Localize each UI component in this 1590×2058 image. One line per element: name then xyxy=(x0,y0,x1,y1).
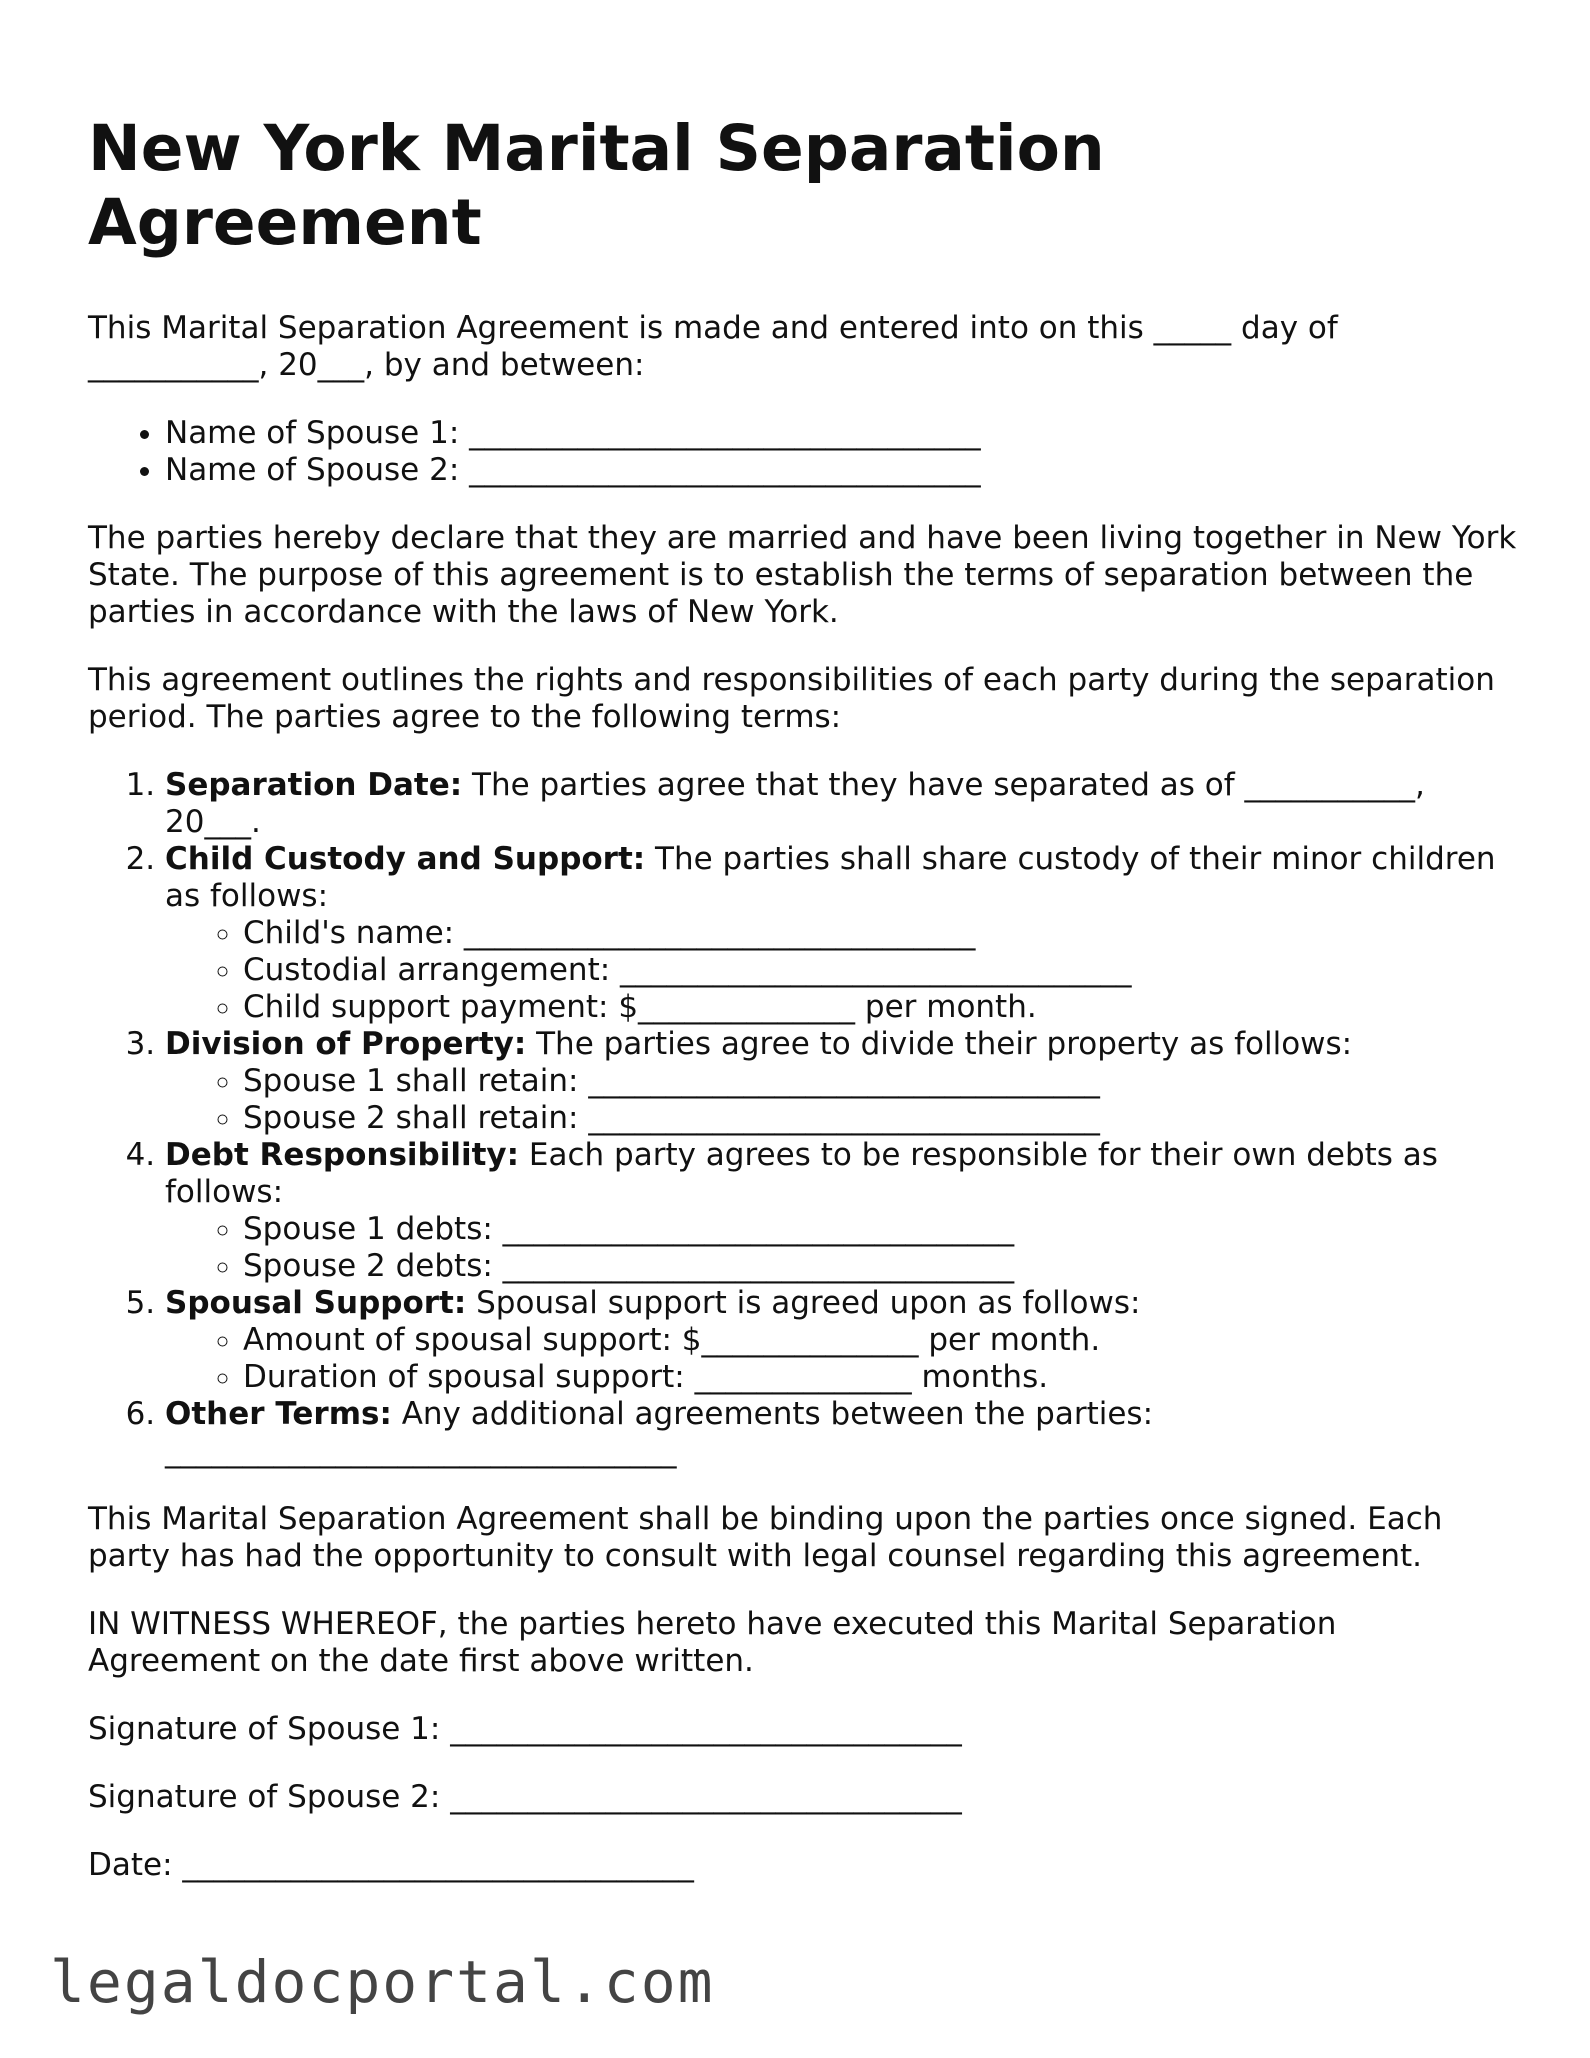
child-custody-sublist xyxy=(165,915,1518,1026)
binding-paragraph: This Marital Separation Agreement shall be binding upon the parties once signed. Each party has had the opportunity to consult with legal counsel regarding this agreement. xyxy=(88,1501,1443,1574)
custodial-arrangement-line: ◦ Custodial arrangement: _________________________________ xyxy=(243,952,1518,989)
declaration-paragraph: The parties hereby declare that they are married and have been living together in New York State. The purpose of this agreement is to establish the terms of separation between the parties in accordance with the laws of New York. xyxy=(88,520,1517,630)
term-heading: Other Terms: xyxy=(165,1396,392,1432)
child-support-payment-line: ◦ Child support payment: $______________ per month. xyxy=(243,989,1518,1026)
property-sublist xyxy=(165,1063,1518,1137)
terms-intro-paragraph: This agreement outlines the rights and responsibilities of each party during the separation period. The parties agree to the following terms: xyxy=(88,662,1495,735)
spousal-support-duration-line: ◦ Duration of spousal support: ______________ months. xyxy=(243,1359,1518,1396)
term-heading: Spousal Support: xyxy=(165,1285,467,1321)
signature-spouse-1-line: Signature of Spouse 1: _________________________________ xyxy=(88,1711,962,1747)
date-line: Date: _________________________________ xyxy=(88,1847,694,1883)
spouse-1-name-line: • Name of Spouse 1: _________________________________ xyxy=(165,415,1518,452)
document-title: New York Marital Separation Agreement xyxy=(88,112,1105,259)
term-heading: Child Custody and Support: xyxy=(165,841,646,877)
term-separation-date xyxy=(165,767,1518,841)
spouse-1-retain-line: ◦ Spouse 1 shall retain: _________________________________ xyxy=(243,1063,1518,1100)
debt-sublist xyxy=(165,1211,1518,1285)
spouse-2-name-line: • Name of Spouse 2: _________________________________ xyxy=(165,452,1518,489)
term-child-custody xyxy=(165,841,1518,1026)
term-text: The parties agree to divide their property as follows: xyxy=(526,1026,1353,1062)
term-heading: Debt Responsibility: xyxy=(165,1137,520,1173)
spouse-list xyxy=(88,415,1518,489)
spousal-support-amount-line: ◦ Amount of spousal support: $______________ per month. xyxy=(243,1322,1518,1359)
intro-paragraph: This Marital Separation Agreement is made and entered into on this _____ day of ___________, 20___, by and between: xyxy=(88,310,1338,383)
witness-paragraph: IN WITNESS WHEREOF, the parties hereto have executed this Marital Separation Agreement on the date first above written. xyxy=(88,1606,1337,1679)
childs-name-line: ◦ Child's name: _________________________________ xyxy=(243,915,1518,952)
spouse-2-retain-line: ◦ Spouse 2 shall retain: _________________________________ xyxy=(243,1100,1518,1137)
term-heading: Division of Property: xyxy=(165,1026,527,1062)
term-spousal-support xyxy=(165,1285,1518,1396)
term-text: Each party agrees to be responsible for their own debts as follows: xyxy=(165,1137,1438,1210)
terms-list xyxy=(88,767,1518,1470)
watermark: legaldocportal.com xyxy=(50,1948,715,2016)
signature-spouse-2-line: Signature of Spouse 2: _________________________________ xyxy=(88,1779,962,1815)
term-text: Any additional agreements between the parties: _________________________________ xyxy=(165,1396,1154,1469)
spouse-1-debts-line: ◦ Spouse 1 debts: _________________________________ xyxy=(243,1211,1518,1248)
term-text: The parties agree that they have separated as of ___________, 20___. xyxy=(165,767,1425,840)
term-text: Spousal support is agreed upon as follows: xyxy=(466,1285,1141,1321)
term-debt-responsibility xyxy=(165,1137,1518,1285)
document-page xyxy=(88,112,1518,1915)
spouse-2-debts-line: ◦ Spouse 2 debts: _________________________________ xyxy=(243,1248,1518,1285)
term-division-of-property xyxy=(165,1026,1518,1137)
term-heading: Separation Date: xyxy=(165,767,463,803)
term-other-terms xyxy=(165,1396,1518,1470)
spousal-support-sublist xyxy=(165,1322,1518,1396)
term-text: The parties shall share custody of their minor children as follows: xyxy=(165,841,1496,914)
